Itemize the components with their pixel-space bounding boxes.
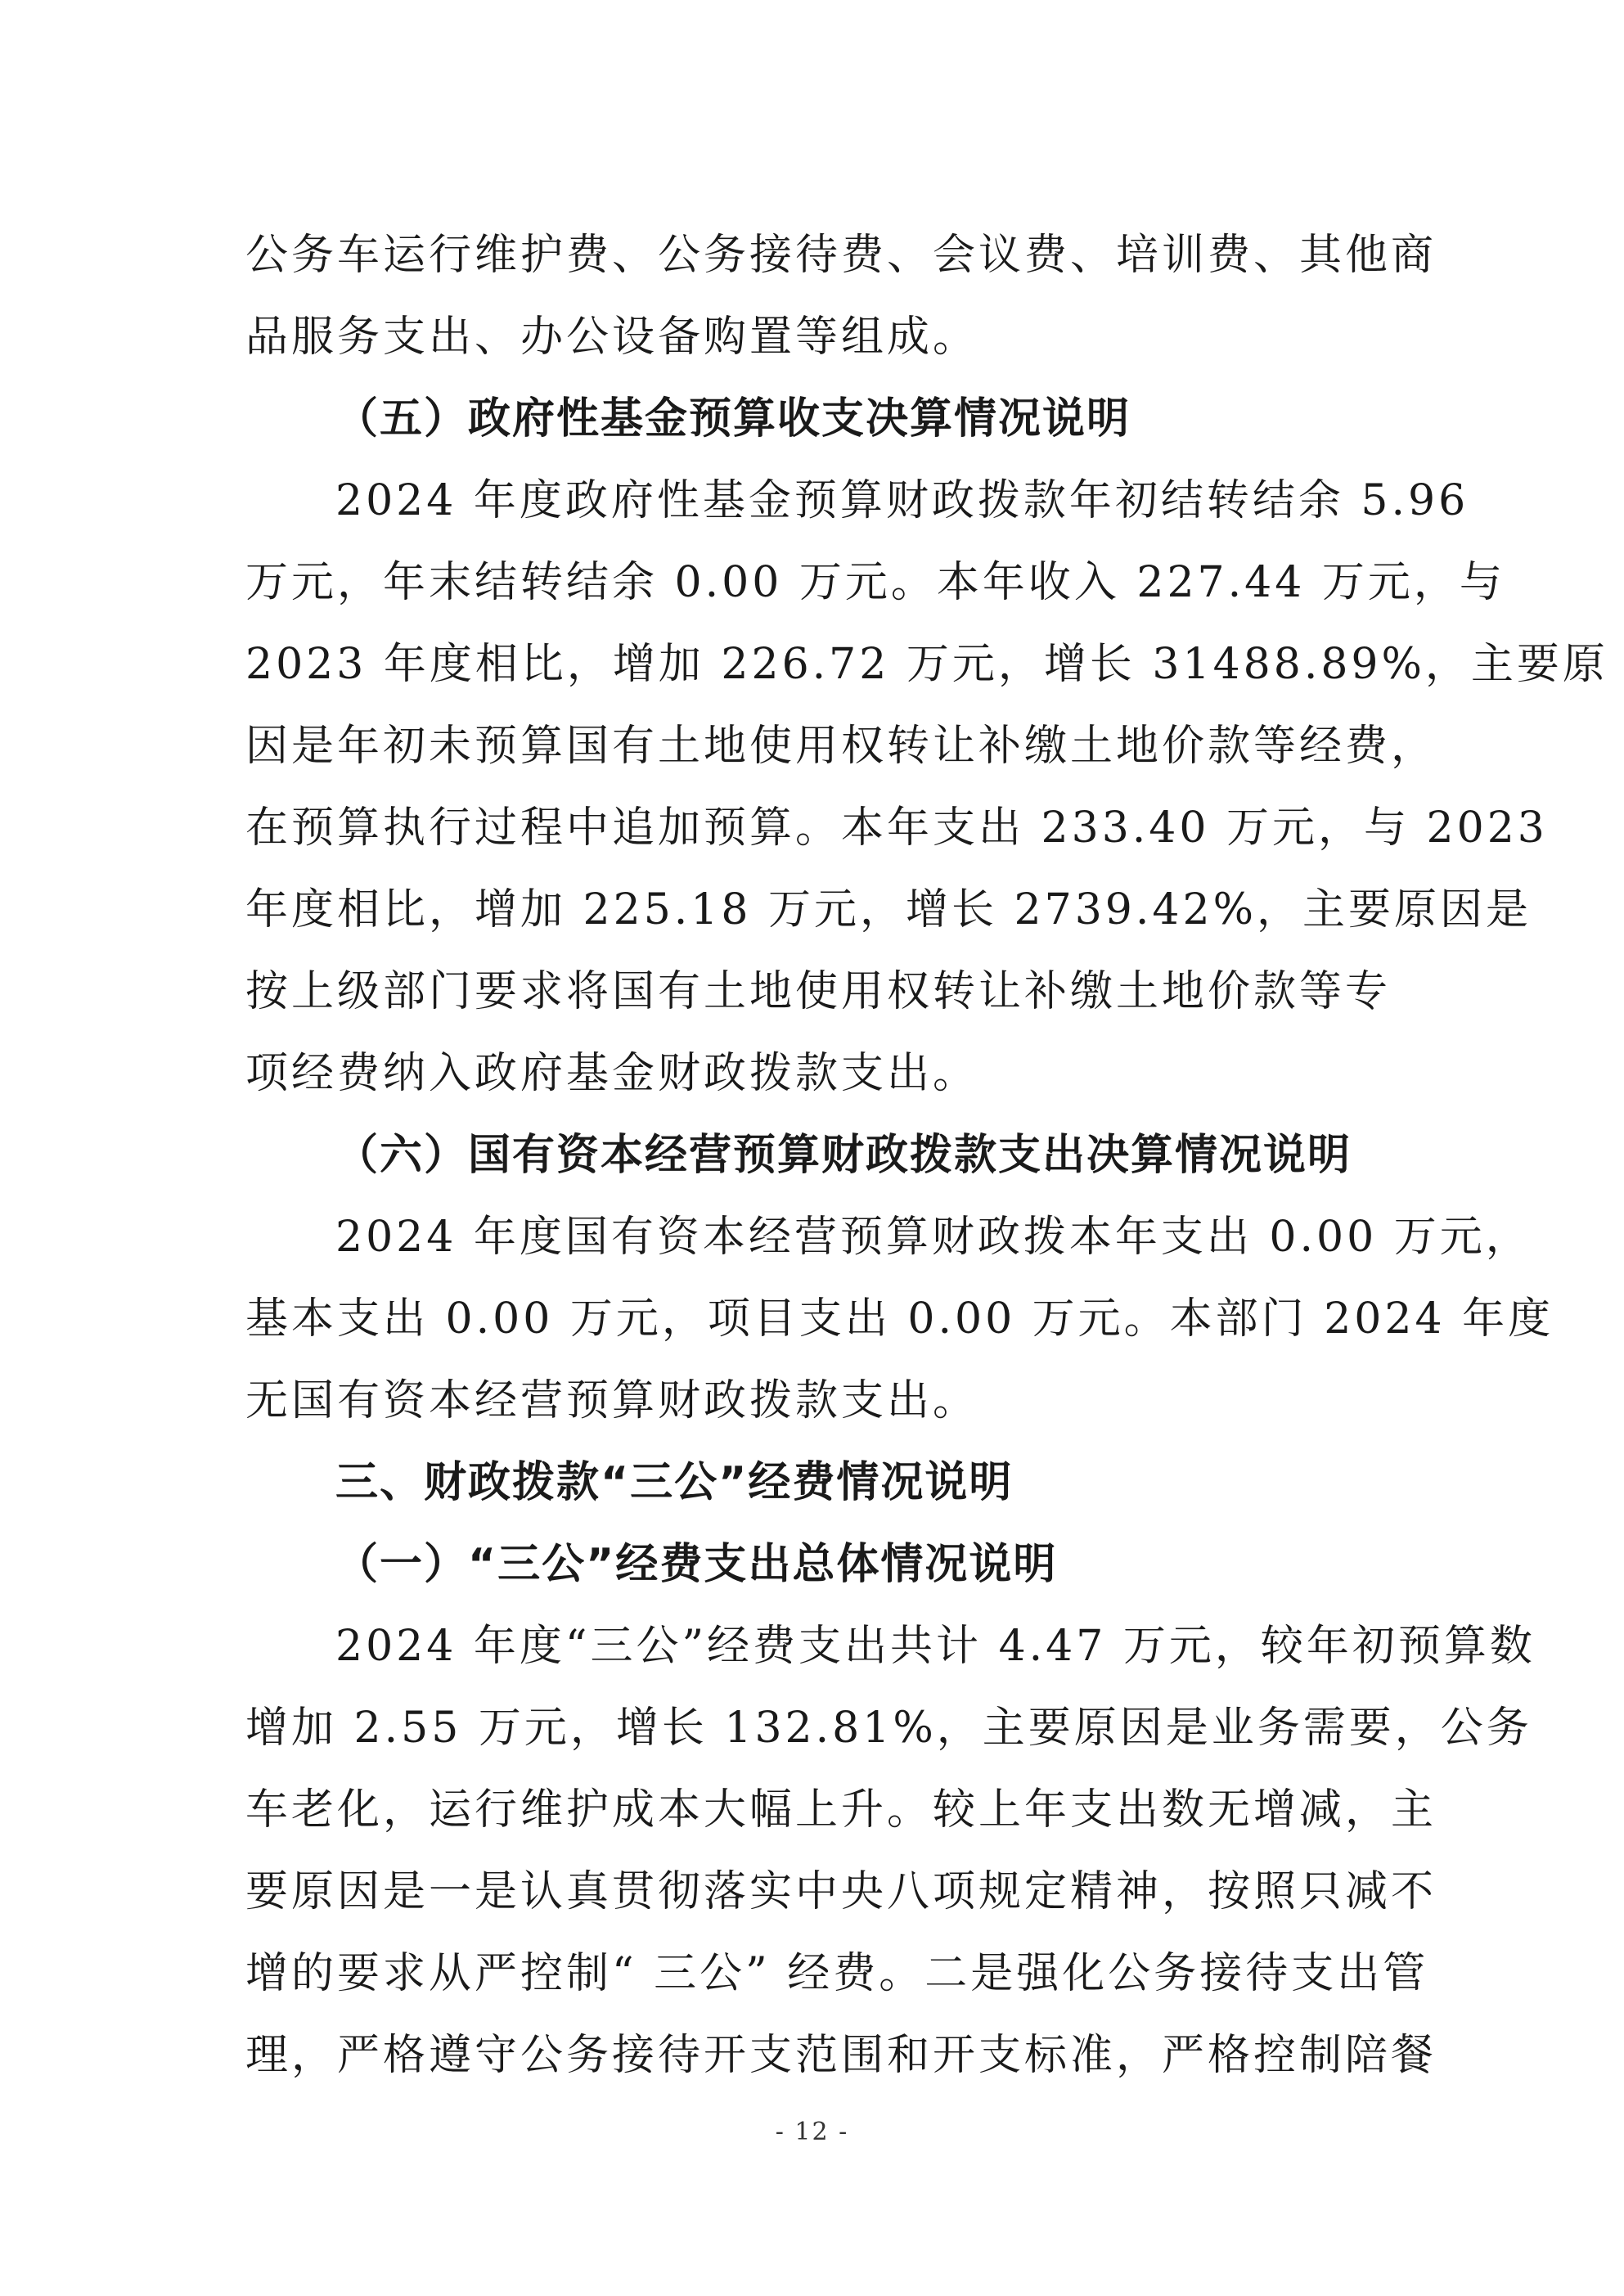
text-line-15: 无国有资本经营预算财政拨款支出。 bbox=[245, 1376, 979, 1425]
text-line-13: 2024 年度国有资本经营预算财政拨本年支出 0.00 万元， bbox=[335, 1213, 1532, 1262]
text-line-1: 公务车运行维护费、公务接待费、会议费、培训费、其他商 bbox=[245, 231, 1437, 280]
text-line-5: 万元，年末结转结余 0.00 万元。本年收入 227.44 万元，与 bbox=[245, 558, 1505, 607]
page-number: - 12 - bbox=[775, 2118, 849, 2146]
subheading-3-1: （一）“三公”经费支出总体情况说明 bbox=[335, 1540, 1058, 1589]
text-line-10: 按上级部门要求将国有土地使用权转让补缴土地价款等专 bbox=[245, 967, 1392, 1016]
text-line-7: 因是年初未预算国有土地使用权转让补缴土地价款等经费， bbox=[245, 722, 1437, 771]
text-line-2: 品服务支出、办公设备购置等组成。 bbox=[245, 313, 979, 362]
text-line-23: 理，严格遵守公务接待开支范围和开支标准，严格控制陪餐 bbox=[245, 2031, 1437, 2080]
text-line-20: 车老化，运行维护成本大幅上升。较上年支出数无增减，主 bbox=[245, 1785, 1437, 1835]
section-heading-3: 三、财政拨款“三公”经费情况说明 bbox=[335, 1458, 1014, 1507]
text-line-22: 增的要求从严控制“ 三公” 经费。二是强化公务接待支出管 bbox=[245, 1949, 1429, 1998]
text-line-8: 在预算执行过程中追加预算。本年支出 233.40 万元，与 2023 bbox=[245, 804, 1548, 853]
subheading-5: （五）政府性基金预算收支决算情况说明 bbox=[335, 394, 1131, 443]
text-line-4: 2024 年度政府性基金预算财政拨款年初结转结余 5.96 bbox=[335, 476, 1469, 525]
text-line-9: 年度相比，增加 225.18 万元，增长 2739.42%，主要原因是 bbox=[245, 885, 1532, 934]
text-line-19: 增加 2.55 万元，增长 132.81%，主要原因是业务需要，公务 bbox=[245, 1704, 1532, 1753]
text-line-18: 2024 年度“三公”经费支出共计 4.47 万元，较年初预算数 bbox=[335, 1622, 1536, 1671]
text-line-21: 要原因是一是认真贯彻落实中央八项规定精神，按照只减不 bbox=[245, 1867, 1437, 1916]
subheading-6: （六）国有资本经营预算财政拨款支出决算情况说明 bbox=[335, 1131, 1352, 1180]
text-line-6: 2023 年度相比，增加 226.72 万元，增长 31488.89%，主要原 bbox=[245, 640, 1608, 689]
text-line-11: 项经费纳入政府基金财政拨款支出。 bbox=[245, 1049, 979, 1098]
document-page bbox=[245, 214, 1608, 2096]
text-line-14: 基本支出 0.00 万元，项目支出 0.00 万元。本部门 2024 年度 bbox=[245, 1294, 1554, 1344]
